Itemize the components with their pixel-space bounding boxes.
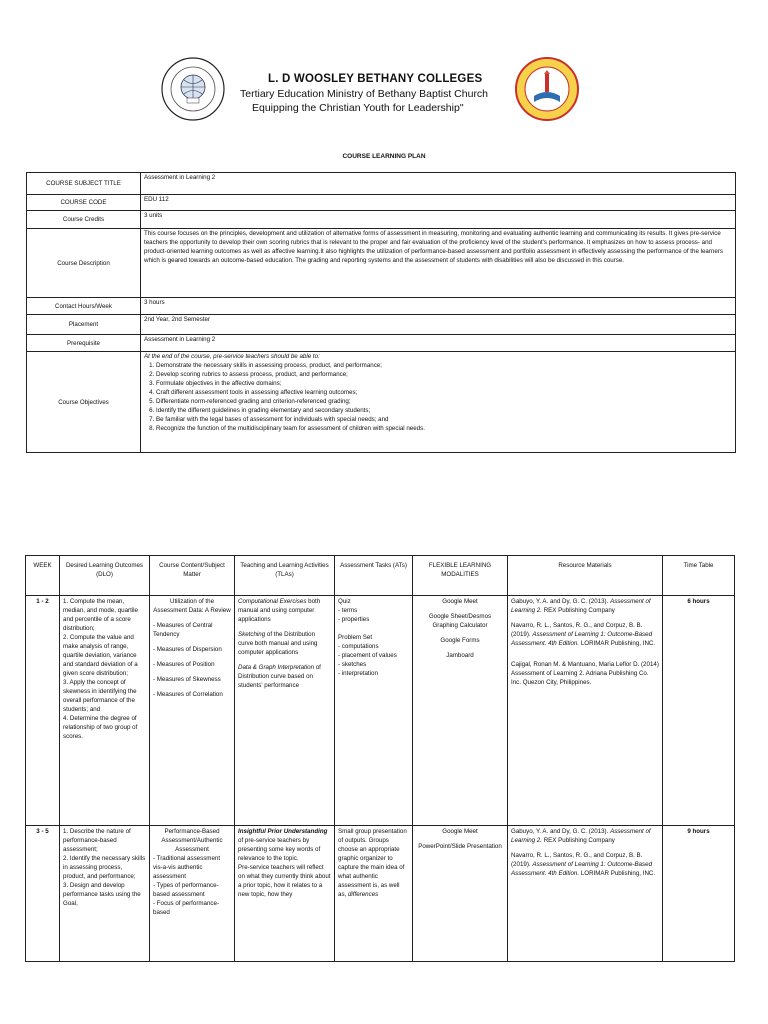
plan-title: COURSE LEARNING PLAN (342, 153, 426, 160)
content-item: - Measures of Position (153, 660, 215, 668)
content-item: - Traditional assessment vis-a-vis authentic assessment (153, 854, 221, 880)
objective-item: 3. Formulate objectives in the affective domains; (156, 380, 732, 389)
col-header-dlo: Desired Learning Outcomes (DLO) (60, 556, 150, 596)
info-row (27, 298, 736, 315)
tla-text: both manual and using computer applications (238, 598, 321, 623)
objective-item: 8. Recognize the function of the multidisciplinary team for assessment of children with special needs. (156, 425, 732, 434)
resource-entry (511, 598, 659, 616)
time-cell: 9 hours (663, 826, 735, 962)
church-seal-logo (160, 56, 226, 122)
resource-text: Navarro, R. L., Santos, R. G., and Corpuz, B. B. (2019). (511, 621, 643, 638)
col-header-content: Course Content/Subject Matter (150, 556, 235, 596)
info-row (27, 229, 736, 298)
resources-cell (508, 596, 663, 826)
col-header-tla: Teaching and Learning Activities (TLAs) (235, 556, 335, 596)
info-value: EDU 112 (141, 195, 736, 211)
weekly-plan-table (25, 555, 735, 962)
resource-title: Assessment of Learning 1: Outcome-Based Assessment. 4th Edition. (511, 630, 653, 647)
info-value: 2nd Year, 2nd Semester (141, 315, 736, 335)
table-row (26, 596, 735, 826)
objectives-list (144, 362, 732, 434)
at-cell: Quiz - terms - properties Problem Set - computations - placement of values - sketches - interpretation (335, 596, 413, 826)
info-row (27, 352, 736, 453)
info-row (27, 195, 736, 211)
objective-item: 5. Differentiate norm-referenced grading and criterion-referenced grading; (156, 398, 732, 407)
flex-item: Jamboard (446, 651, 474, 659)
week-cell: 1 - 2 (26, 596, 60, 826)
resource-entry (511, 852, 659, 879)
info-label: COURSE SUBJECT TITLE (27, 173, 141, 195)
tla-text: of the Distribution curve both manual and using computer applications (238, 630, 318, 656)
tla-title: Data & Graph Interpretation (238, 663, 315, 671)
tla-title: Sketching (238, 630, 266, 638)
resource-text: Cajigal, Ronan M. & Mantuano, Maria Leflor D. (2014) Assessment of Learning 2. Adriana Publishing Co. Inc. Quezon City, Philippines. (511, 660, 659, 686)
resource-text: LORIMAR Publishing, INC. (579, 869, 656, 877)
resource-title: Assessment of Learning 2. (511, 828, 651, 844)
at-text: Small group presentation of outputs. Groups choose an appropriate graphic organizer to capture the main idea of what authentic assessment is, as well as, (338, 828, 407, 898)
resource-text: Gabuyo, Y. A. and Dy, G. C. (2013). (511, 828, 611, 835)
info-value: 3 units (141, 211, 736, 229)
content-cell (150, 826, 235, 962)
content-title: Performance-Based Assessment/Authentic Assessment (161, 828, 223, 853)
info-row (27, 335, 736, 352)
college-name: L. D WOOSLEY BETHANY COLLEGES (268, 73, 483, 85)
info-row (27, 315, 736, 335)
motto-line: Equipping the Christian Youth for Leadership" (252, 102, 464, 114)
table-row (26, 826, 735, 962)
college-seal-logo (514, 56, 580, 122)
content-item: - Measures of Dispersion (153, 645, 222, 653)
objective-item: 2. Develop scoring rubrics to assess process, product, and performance; (156, 371, 732, 380)
flex-item: Google Meet (442, 598, 478, 605)
course-description: This course focuses on the principles, development and utilization of alternative forms of assessment in measuring, monitoring and evaluating authentic learning and communicating its results. It gives pre-service teachers the opportunity to develop their own scoring rubrics that is relevant to the proper and fair evaluation of the proficiency level of the student's performance. It emphasizes on how to assess process- and product-oriented learning outcomes as well as affective learning.It also highlights the utilization of performance-based assessment and portfolio assessment in effectively assessing the performance of the learners which is geared towards an outcome-based education. The grading and reporting systems and the assessment of students with disabilities will also be discussed in this course. (141, 229, 736, 298)
course-info-table (26, 172, 736, 453)
col-header-resources: Resource Materials (508, 556, 663, 596)
course-objectives (141, 352, 736, 453)
info-label: Course Credits (27, 211, 141, 229)
resource-entry (511, 661, 659, 688)
at-text: differences (347, 890, 379, 898)
info-row (27, 173, 736, 195)
objective-item: 1. Demonstrate the necessary skills in assessing process, product, and performance; (156, 362, 732, 371)
tla-cell (235, 596, 335, 826)
content-item: - Types of performance-based assessment (153, 881, 219, 898)
header-row (26, 556, 735, 596)
tla-text: of Distribution curve based on students' performance (238, 663, 321, 689)
col-header-at: Assessment Tasks (ATs) (335, 556, 413, 596)
info-label: COURSE CODE (27, 195, 141, 211)
content-item: - Measures of Correlation (153, 690, 223, 698)
resource-text: REX Publishing Company (541, 836, 615, 844)
objective-item: 7. Be familiar with the legal bases of assessment for individuals with special needs; and (156, 416, 732, 425)
resource-entry (511, 622, 659, 649)
col-header-week: WEEK (26, 556, 60, 596)
content-item: - Measures of Central Tendency (153, 621, 213, 638)
at-cell (335, 826, 413, 962)
time-cell: 6 hours (663, 596, 735, 826)
content-title: Utilization of the Assessment Data: A Review (153, 598, 231, 614)
resource-title: Assessment of Learning 1: Outcome-Based Assessment. 4th Edition. (511, 860, 653, 877)
resource-text: REX Publishing Company (541, 606, 615, 614)
dlo-cell: 1. Compute the mean, median, and mode, quartile and percentile of a score distribution; 2. Compute the value and make analysis of range, quartile deviation, variance and standard deviation of a given score distribution; 3. Apply the concept of skewness in identifying the overall performance of the students; and 4. Determine the degree of relationship of two group of scores. (60, 596, 150, 826)
tla-text: of pre-service teachers by presenting some key words of relevance to the topic. Pre-service teachers will reflect on what they currently think about a prior topic, how it relates to a new topic, how they (238, 836, 331, 898)
info-label: Course Objectives (27, 352, 141, 453)
resource-text: LORIMAR Publishing, INC. (579, 639, 656, 647)
tla-title: Insightful Prior Understanding (238, 828, 328, 835)
tla-cell (235, 826, 335, 962)
col-header-flex: FLEXIBLE LEARNING MODALITIES (413, 556, 508, 596)
objectives-intro: At the end of the course, pre-service teachers should be able to: (144, 353, 320, 360)
week-cell: 3 - 5 (26, 826, 60, 962)
resource-text: Gabuyo, Y. A. and Dy, G. C. (2013). (511, 598, 611, 605)
resource-entry (511, 828, 659, 846)
col-header-time: Time Table (663, 556, 735, 596)
flex-cell (413, 596, 508, 826)
dlo-cell: 1. Describe the nature of performance-based assessment; 2. Identify the necessary skills in assessing process, product, and performance; 3. Design and develop performance tasks using the Goal, (60, 826, 150, 962)
content-cell (150, 596, 235, 826)
resources-cell (508, 826, 663, 962)
info-label: Contact Hours/Week (27, 298, 141, 315)
content-item: - Focus of performance-based (153, 899, 220, 916)
resource-title: Assessment of Learning 2. (511, 598, 651, 614)
info-label: Placement (27, 315, 141, 335)
ministry-line: Tertiary Education Ministry of Bethany Baptist Church (240, 88, 489, 100)
flex-cell (413, 826, 508, 962)
content-item: - Measures of Skewness (153, 675, 221, 683)
flex-item: Google Meet (442, 828, 478, 835)
info-value: Assessment in Learning 2 (141, 173, 736, 195)
flex-item: Google Sheet/Desmos Graphing Calculator (428, 612, 492, 629)
info-value: Assessment in Learning 2 (141, 335, 736, 352)
info-label: Course Description (27, 229, 141, 298)
info-row (27, 211, 736, 229)
flex-item: Google Forms (440, 636, 480, 644)
tla-title: Computational Exercises (238, 598, 307, 605)
objective-item: 6. Identify the different guidelines in grading elementary and secondary students; (156, 407, 732, 416)
info-label: Prerequisite (27, 335, 141, 352)
objective-item: 4. Craft different assessment tools in assessing affective learning outcomes; (156, 389, 732, 398)
resource-text: Navarro, R. L., Santos, R. G., and Corpuz, B. B. (2019). (511, 851, 643, 868)
info-value: 3 hours (141, 298, 736, 315)
flex-item: PowerPoint/Slide Presentation (418, 842, 502, 850)
